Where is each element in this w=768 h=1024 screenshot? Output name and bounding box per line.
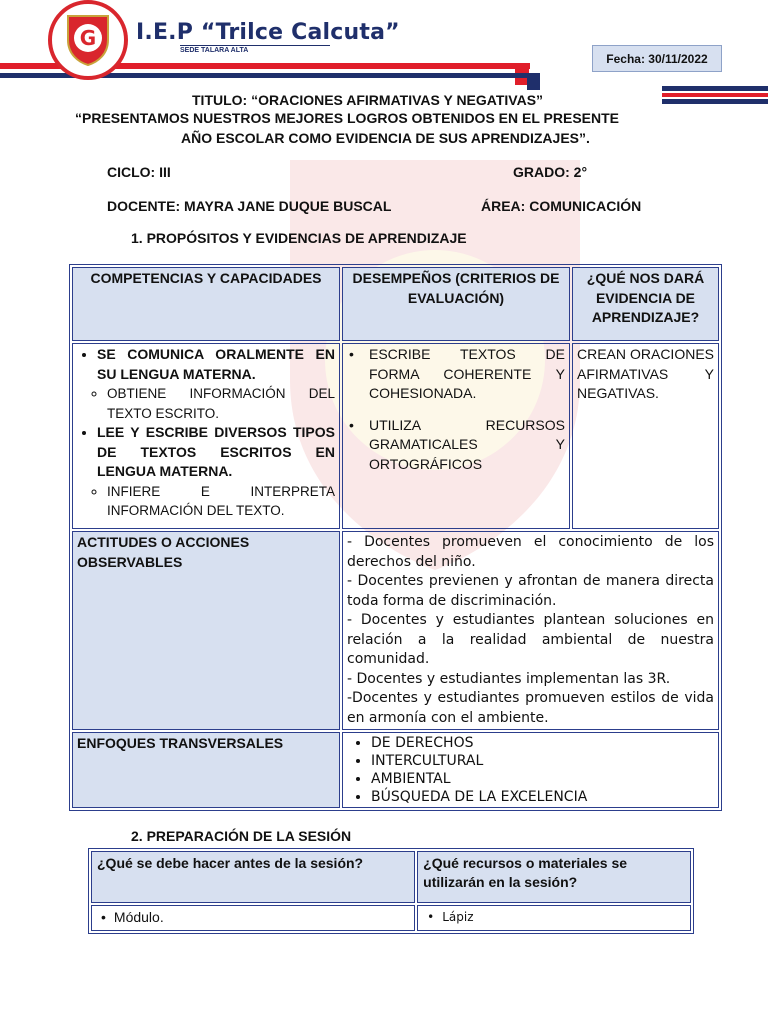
header-right-red-line <box>662 93 768 97</box>
docente: DOCENTE: MAYRA JANE DUQUE BUSCAL <box>107 198 392 214</box>
title-line-3: AÑO ESCOLAR COMO EVIDENCIA DE SUS APRENDIZAJES”. <box>181 130 590 146</box>
actitudes-cell <box>342 531 719 730</box>
header-right-navy-line <box>662 86 768 91</box>
enfoque-2: • INTERCULTURAL <box>371 752 714 770</box>
competencia-1: • SE COMUNICA ORALMENTE EN SU LENGUA MATERNA. <box>97 345 335 384</box>
desempeno-2: • UTILIZA RECURSOS GRAMATICALES Y ORTOGRÁFICOS <box>349 416 565 472</box>
prep-col1-header: ¿Qué se debe hacer antes de la sesión? <box>91 851 415 903</box>
desempeno-1: • ESCRIBE TEXTOS DE FORMA COHERENTE Y COHESIONADA. <box>349 346 565 401</box>
title-line-2: “PRESENTAMOS NUESTROS MEJORES LOGROS OBTENIDOS EN EL PRESENTE <box>75 110 620 126</box>
enfoque-4: • BÚSQUEDA DE LA EXCELENCIA <box>371 788 714 806</box>
actitud-3: - Docentes y estudiantes plantean soluciones en relación a la realidad ambiental de nuestra comunidad. <box>347 612 714 667</box>
actitudes-label: ACTITUDES O ACCIONES OBSERVABLES <box>72 531 340 730</box>
competencias-cell <box>72 343 340 529</box>
school-branch: SEDE TALARA ALTA <box>180 45 330 54</box>
area: ÁREA: COMUNICACIÓN <box>481 198 642 214</box>
logo-letter: G <box>79 26 97 50</box>
prep-col2-item: Lápiz <box>442 910 474 924</box>
prep-col1-cell: • Módulo. <box>91 905 415 931</box>
shield-icon <box>64 12 112 66</box>
enfoques-label: ENFOQUES TRANSVERSALES <box>72 732 340 808</box>
title-line-1: TITULO: “ORACIONES AFIRMATIVAS Y NEGATIVAS” <box>192 92 544 108</box>
header-navy-band-right <box>527 73 540 90</box>
capacidad-2: ◦ INFIERE E INTERPRETA INFORMACIÓN DEL TEXTO. <box>107 482 335 521</box>
desempenos-cell <box>342 343 570 529</box>
col-header-evidencia: ¿QUÉ NOS DARÁ EVIDENCIA DE APRENDIZAJE? <box>572 267 719 341</box>
enfoque-1: • DE DERECHOS <box>371 734 714 752</box>
actitud-1: - Docentes promueven el conocimiento de los derechos del niño. <box>347 534 714 570</box>
grado: GRADO: 2° <box>513 164 588 180</box>
purposes-table <box>69 264 722 811</box>
ciclo: CICLO: III <box>107 164 171 180</box>
prep-col1-item: Módulo. <box>113 909 164 925</box>
preparation-table <box>88 848 694 934</box>
competencia-2: • LEE Y ESCRIBE DIVERSOS TIPOS DE TEXTOS ESCRITOS EN LENGUA MATERNA. <box>97 423 335 482</box>
section-2-heading: 2. PREPARACIÓN DE LA SESIÓN <box>131 828 352 844</box>
school-name: I.E.P “Trilce Calcuta” <box>136 20 400 45</box>
prep-col2-header: ¿Qué recursos o materiales se utilizarán en la sesión? <box>417 851 691 903</box>
actitud-5: -Docentes y estudiantes promueven estilos de vida en armonía con el ambiente. <box>347 690 714 726</box>
col-header-competencias: COMPETENCIAS Y CAPACIDADES <box>72 267 340 341</box>
actitud-4: - Docentes y estudiantes implementan las 3R. <box>347 670 671 687</box>
actitud-2: - Docentes previenen y afrontan de manera directa toda forma de discriminación. <box>347 573 714 609</box>
date-box: Fecha: 30/11/2022 <box>592 45 722 72</box>
enfoques-cell <box>342 732 719 808</box>
prep-col2-cell: • Lápiz <box>417 905 691 931</box>
capacidad-1: ◦ OBTIENE INFORMACIÓN DEL TEXTO ESCRITO. <box>107 384 335 423</box>
col-header-desempenos: DESEMPEÑOS (CRITERIOS DE EVALUACIÓN) <box>342 267 570 341</box>
header-right-navy-line-2 <box>662 99 768 104</box>
evidencia-cell: CREAN ORACIONES AFIRMATIVAS Y NEGATIVAS. <box>572 343 719 529</box>
section-1-heading: 1. PROPÓSITOS Y EVIDENCIAS DE APRENDIZAJE <box>131 230 467 246</box>
enfoque-3: • AMBIENTAL <box>371 770 714 788</box>
